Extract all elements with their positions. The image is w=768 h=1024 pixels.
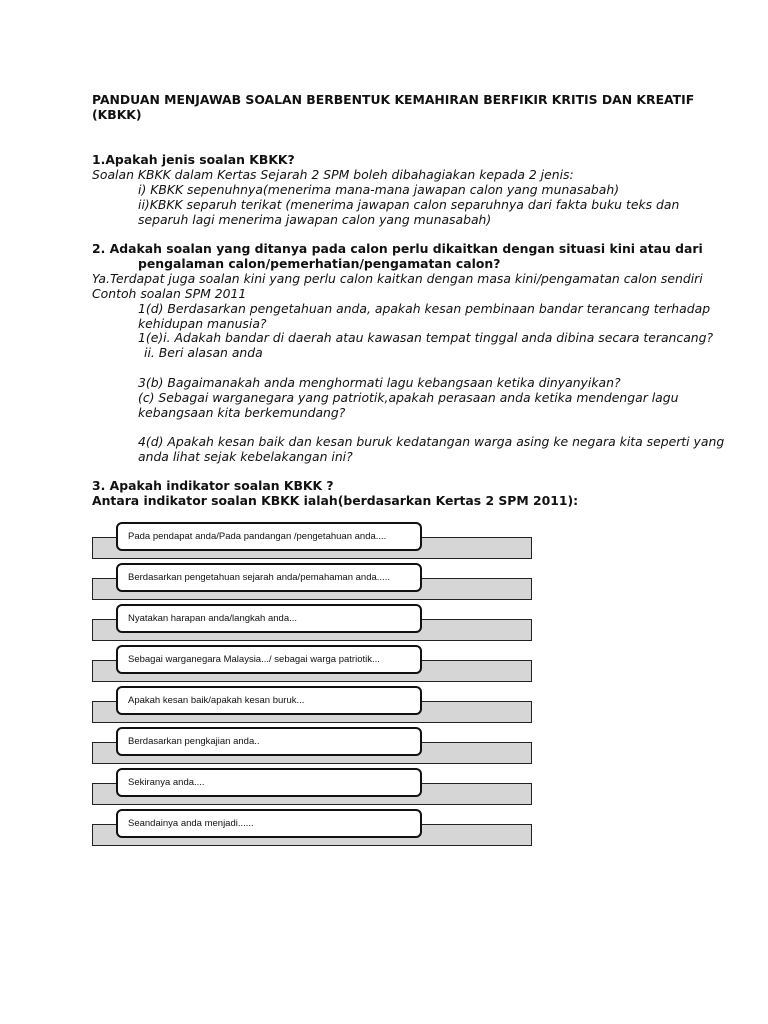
- q2-heading-line-1: 2. Adakah soalan yang ditanya pada calon perlu dikaitkan dengan situasi kini atau dari: [92, 241, 703, 256]
- indicator-label: Nyatakan harapan anda/langkah anda...: [116, 604, 422, 633]
- q1-item-3: separuh lagi menerima jawapan calon yang munasabah): [138, 212, 492, 227]
- q1-answer: Soalan KBKK dalam Kertas Sejarah 2 SPM boleh dibahagiakan kepada 2 jenis:: [92, 167, 574, 182]
- q2-example-3c-cont: kebangsaan kita berkemundang?: [138, 405, 346, 420]
- document-title-line-2: (KBKK): [92, 107, 142, 122]
- document-title-line-1: PANDUAN MENJAWAB SOALAN BERBENTUK KEMAHIRAN BERFIKIR KRITIS DAN KREATIF: [92, 92, 695, 107]
- q1-item-1: i) KBKK sepenuhnya(menerima mana-mana jawapan calon yang munasabah): [138, 182, 620, 197]
- indicator-item: [92, 563, 533, 603]
- q2-example-1e-ii: ii. Beri alasan anda: [144, 345, 263, 360]
- q2-example-3b: 3(b) Bagaimanakah anda menghormati lagu kebangsaan ketika dinyanyikan?: [138, 375, 621, 390]
- indicator-item: [92, 604, 533, 644]
- indicator-item: [92, 522, 533, 562]
- q2-example-1e-i: 1(e)i. Adakah bandar di daerah atau kawasan tempat tinggal anda dibina secara terancang?: [138, 330, 714, 345]
- q1-heading: 1.Apakah jenis soalan KBKK?: [92, 152, 295, 167]
- q1-item-2: ii)KBKK separuh terikat (menerima jawapan calon separuhnya dari fakta buku teks dan: [138, 197, 680, 212]
- indicator-label: Apakah kesan baik/apakah kesan buruk...: [116, 686, 422, 715]
- q3-subheading: Antara indikator soalan KBKK ialah(berdasarkan Kertas 2 SPM 2011):: [92, 493, 579, 508]
- indicator-label: Pada pendapat anda/Pada pandangan /pengetahuan anda....: [116, 522, 422, 551]
- q2-example-3c: (c) Sebagai warganegara yang patriotik,apakah perasaan anda ketika mendengar lagu: [138, 390, 679, 405]
- q2-heading-line-2: pengalaman calon/pemerhatian/pengamatan calon?: [138, 256, 501, 271]
- q2-answer-line-2: Contoh soalan SPM 2011: [92, 286, 247, 301]
- indicator-item: [92, 645, 533, 685]
- q2-example-1d: 1(d) Berdasarkan pengetahuan anda, apakah kesan pembinaan bandar terancang terhadap: [138, 301, 711, 316]
- q2-answer-line-1: Ya.Terdapat juga soalan kini yang perlu calon kaitkan dengan masa kini/pengamatan calon sendiri: [92, 271, 703, 286]
- indicator-label: Berdasarkan pengkajian anda..: [116, 727, 422, 756]
- q2-example-4d-cont: anda lihat sejak kebelakangan ini?: [138, 449, 353, 464]
- indicator-label: Sebagai warganegara Malaysia.../ sebagai warga patriotik...: [116, 645, 422, 674]
- indicator-label: Sekiranya anda....: [116, 768, 422, 797]
- q2-example-1d-cont: kehidupan manusia?: [138, 316, 267, 331]
- indicator-label: Berdasarkan pengetahuan sejarah anda/pemahaman anda.....: [116, 563, 422, 592]
- indicator-item: [92, 809, 533, 849]
- q3-heading: 3. Apakah indikator soalan KBKK ?: [92, 478, 334, 493]
- indicator-label: Seandainya anda menjadi......: [116, 809, 422, 838]
- indicator-item: [92, 768, 533, 808]
- q2-example-4d: 4(d) Apakah kesan baik dan kesan buruk kedatangan warga asing ke negara kita seperti yang: [138, 434, 725, 449]
- indicator-item: [92, 686, 533, 726]
- indicator-item: [92, 727, 533, 767]
